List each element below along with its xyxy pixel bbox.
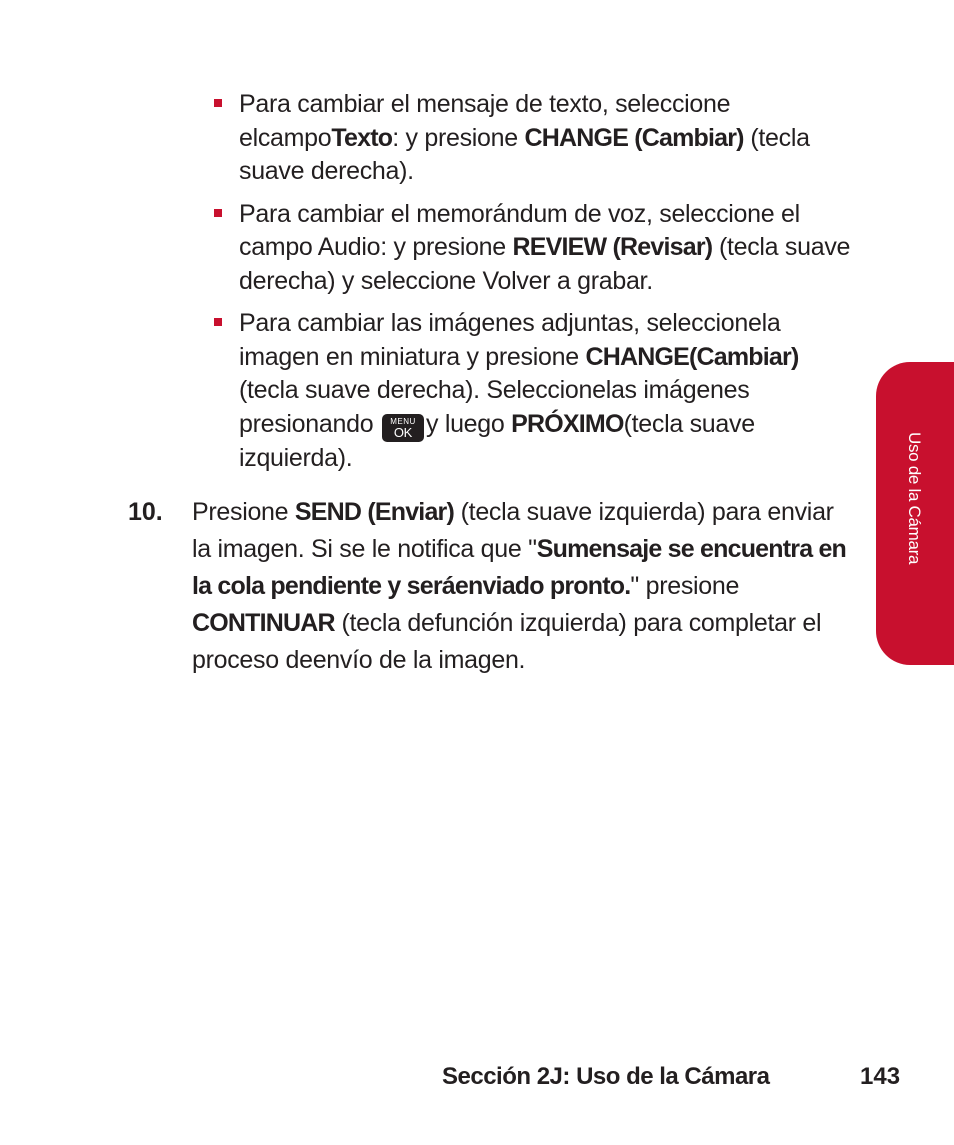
step-text-part: " presione	[630, 572, 740, 600]
side-tab-label: Uso de la Cámara	[905, 432, 924, 565]
bullet-text: Para cambiar el mensaje de texto, seleccione elcampo	[239, 90, 731, 152]
field-name-text: Texto	[331, 123, 393, 152]
bullet-text: y luego	[425, 409, 512, 438]
bullet-text: (tecla suave derecha). Seleccionelas imágenes presionando	[239, 376, 750, 438]
bullet-change-text	[214, 88, 864, 189]
section-side-tab	[876, 362, 954, 665]
bullet-change-voice-memo	[214, 198, 864, 299]
softkey-next: PRÓXIMO	[511, 409, 624, 438]
instruction-bullet-list	[214, 88, 864, 484]
bullet-square-icon	[214, 99, 222, 107]
step-text-part: (tecla suave izquierda) para enviar la imagen. Si se le notifica que "	[192, 498, 834, 563]
bullet-text: (tecla suave derecha) y seleccione Volver a grabar.	[239, 233, 851, 295]
bullet-change-attachments	[214, 307, 864, 475]
softkey-review: REVIEW (Revisar)	[512, 233, 713, 261]
step-text-part: (tecla defunción izquierda) para completar el proceso deenvío de la imagen.	[192, 609, 822, 674]
softkey-continue: CONTINUAR	[192, 609, 335, 637]
page-number: 143	[860, 1063, 901, 1090]
bullet-text: : y presione	[392, 123, 525, 152]
step-text	[192, 494, 852, 679]
ok-key-label: OK	[393, 424, 413, 440]
bullet-square-icon	[214, 209, 222, 217]
bullet-text: Para cambiar las imágenes adjuntas, seleccionela imagen en miniatura y presione	[239, 309, 781, 371]
bullet-square-icon	[214, 318, 222, 326]
step-number: 10.	[128, 498, 163, 526]
bullet-text: Para cambiar el memorándum de voz, seleccione el campo Audio: y presione	[239, 199, 800, 261]
softkey-change: CHANGE (Cambiar)	[524, 123, 744, 152]
notification-message: Sumensaje se encuentra en la cola pendiente y seráenviado pronto.	[192, 535, 847, 600]
footer-section-title: Sección 2J: Uso de la Cámara	[442, 1063, 770, 1090]
menu-ok-key-icon	[382, 414, 424, 442]
bullet-text: (tecla suave derecha).	[239, 123, 810, 185]
softkey-change: CHANGE(Cambiar)	[585, 342, 799, 371]
bullet-text: (tecla suave izquierda).	[239, 409, 755, 472]
softkey-send: SEND (Enviar)	[294, 498, 455, 526]
menu-key-label: MENU	[390, 416, 416, 426]
step-text-part: Presione	[192, 498, 295, 526]
